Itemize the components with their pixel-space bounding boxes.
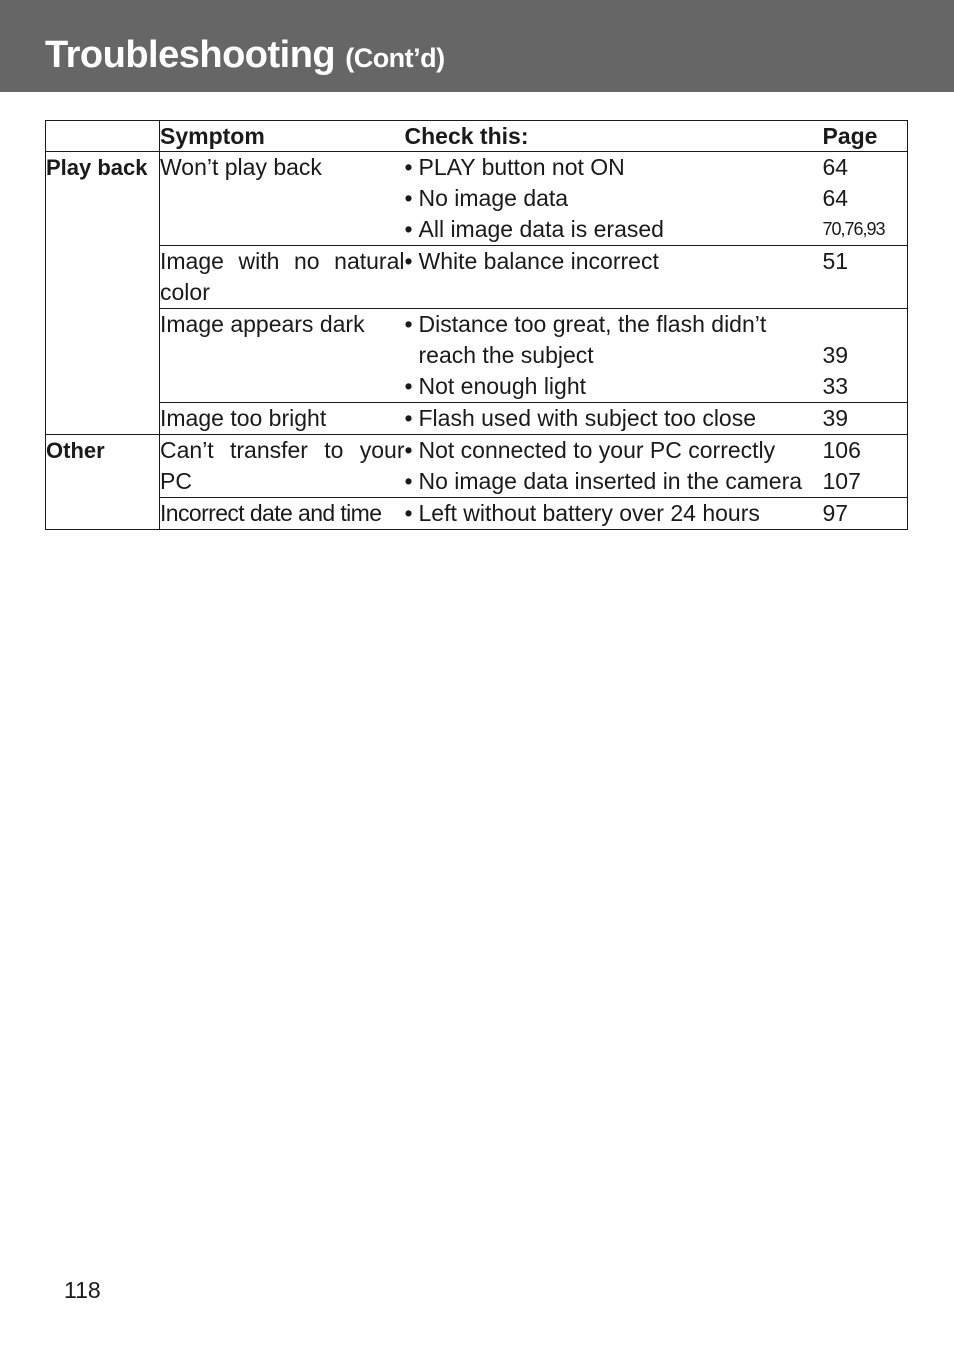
check-header: Check this: xyxy=(405,121,823,152)
check-item: • Not connected to your PC correctly xyxy=(404,437,776,463)
page-ref: 97 xyxy=(822,500,849,526)
check-item: • Not enough light xyxy=(404,373,587,399)
symptom-cell: Image too bright xyxy=(160,403,405,435)
page-cell xyxy=(823,309,908,403)
symptom-header: Symptom xyxy=(160,121,405,152)
page-cell xyxy=(823,152,908,246)
page-ref: 33 xyxy=(822,373,849,399)
check-item: • No image data xyxy=(404,185,569,211)
symptom-cell: Can’t transfer to your PC xyxy=(160,435,405,498)
page-ref: 51 xyxy=(822,248,849,274)
check-cell xyxy=(405,152,823,246)
check-cell xyxy=(405,498,823,530)
page-header-cell: Page xyxy=(823,121,908,152)
table-row xyxy=(46,403,908,435)
check-item: • Flash used with subject too close xyxy=(404,405,757,431)
table-row xyxy=(46,246,908,309)
table-row xyxy=(46,435,908,498)
page-ref: 39 xyxy=(822,342,849,368)
page-ref: 39 xyxy=(822,405,849,431)
page-title xyxy=(45,34,445,77)
page-ref: 64 xyxy=(822,154,849,180)
symptom-cell: Image with no natural color xyxy=(160,246,405,309)
check-item: • PLAY button not ON xyxy=(404,154,625,180)
page-ref: 106 xyxy=(822,437,861,463)
check-cell xyxy=(405,403,823,435)
page-cell xyxy=(823,403,908,435)
page-cell xyxy=(823,435,908,498)
check-item: • Distance too great, the flash didn’t reach the subject xyxy=(404,311,767,368)
table-row xyxy=(46,309,908,403)
table-header-row xyxy=(46,121,908,152)
check-item: • White balance incorrect xyxy=(404,248,659,274)
symptom-cell: Image appears dark xyxy=(160,309,405,403)
category-header xyxy=(46,121,160,152)
category-other: Other xyxy=(46,435,160,530)
symptom-cell: Won’t play back xyxy=(160,152,405,246)
page-header xyxy=(0,0,954,92)
category-play-back: Play back xyxy=(46,152,160,435)
page-cell xyxy=(823,246,908,309)
title-continued: (Cont’d) xyxy=(345,43,445,73)
title-text: Troubleshooting xyxy=(45,34,336,76)
check-cell xyxy=(405,435,823,498)
check-item: • Left without battery over 24 hours xyxy=(404,500,760,526)
troubleshooting-table xyxy=(45,120,908,530)
check-cell xyxy=(405,309,823,403)
page-number: 118 xyxy=(64,1277,101,1303)
table-row xyxy=(46,498,908,530)
symptom-cell: Incorrect date and time xyxy=(160,498,405,530)
check-cell xyxy=(405,246,823,309)
page-cell xyxy=(823,498,908,530)
table-row xyxy=(46,152,908,246)
check-item: • No image data inserted in the camera xyxy=(404,468,803,494)
page-ref: 64 xyxy=(822,185,849,211)
page-ref: 70,76,93 xyxy=(822,219,885,239)
check-item: • All image data is erased xyxy=(404,216,664,242)
page-ref: 107 xyxy=(822,468,861,494)
